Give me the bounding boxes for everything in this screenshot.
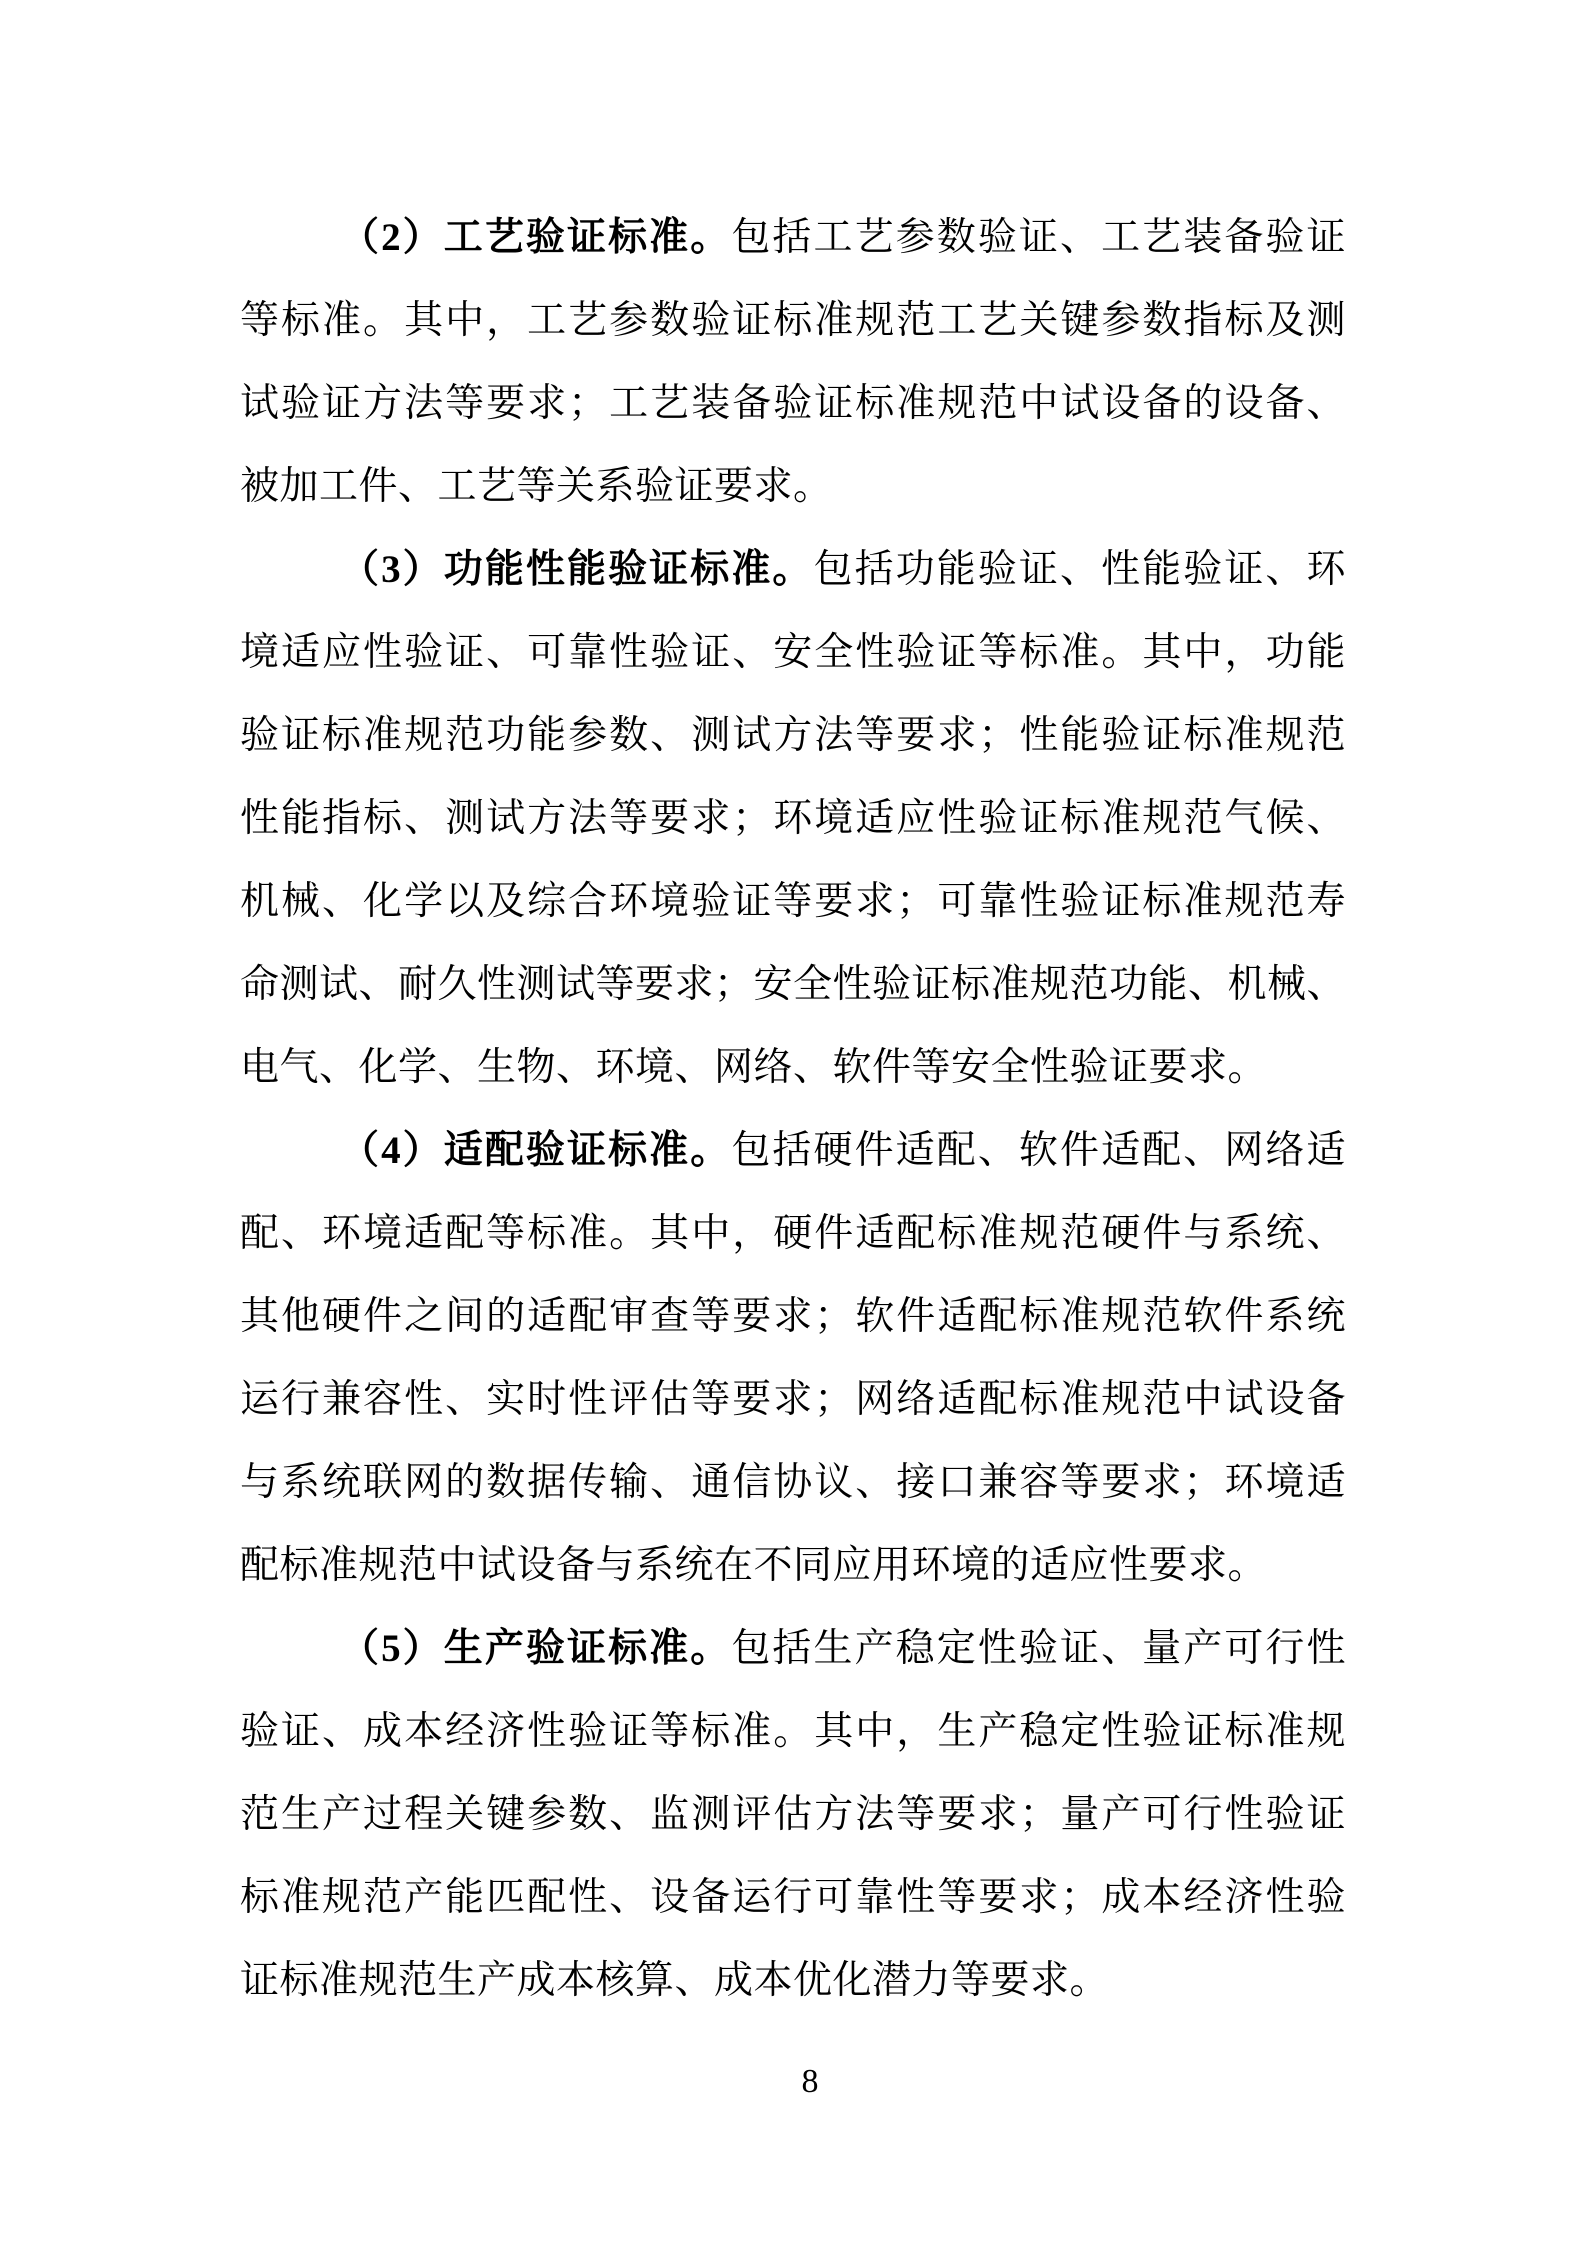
- text-line: [240, 1275, 1346, 1358]
- line-text: 电气、化学、生物、环境、网络、软件等安全性验证要求。: [240, 1046, 1268, 1089]
- text-line: [240, 1939, 1346, 2022]
- line-text: 包括功能验证、性能验证、环: [813, 548, 1346, 591]
- line-text: 运行兼容性、实时性评估等要求；网络适配标准规范中试设备: [240, 1378, 1346, 1421]
- line-text: 包括工艺参数验证、工艺装备验证: [731, 216, 1346, 259]
- text-line: [240, 362, 1346, 445]
- text-line: [240, 445, 1346, 528]
- line-text: 性能指标、测试方法等要求；环境适应性验证标准规范气候、: [240, 797, 1346, 840]
- line-text: 与系统联网的数据传输、通信协议、接口兼容等要求；环境适: [240, 1461, 1346, 1504]
- text-line: [240, 1524, 1346, 1607]
- text-line: [240, 1358, 1346, 1441]
- line-text: 证标准规范生产成本核算、成本优化潜力等要求。: [240, 1959, 1110, 2002]
- text-line: [240, 777, 1346, 860]
- text-line: [240, 279, 1346, 362]
- line-text: 验证标准规范功能参数、测试方法等要求；性能验证标准规范: [240, 714, 1346, 757]
- line-text: 包括硬件适配、软件适配、网络适: [731, 1129, 1346, 1172]
- text-line: [240, 528, 1346, 611]
- text-line: [240, 943, 1346, 1026]
- text-line: [240, 1109, 1346, 1192]
- line-text: 试验证方法等要求；工艺装备验证标准规范中试设备的设备、: [240, 382, 1346, 425]
- document-body: [240, 196, 1346, 2022]
- text-line: [240, 196, 1346, 279]
- paragraph-heading: （3）功能性能验证标准。: [340, 548, 814, 591]
- line-text: 配标准规范中试设备与系统在不同应用环境的适应性要求。: [240, 1544, 1268, 1587]
- line-text: 等标准。其中，工艺参数验证标准规范工艺关键参数指标及测: [240, 299, 1346, 342]
- line-text: 包括生产稳定性验证、量产可行性: [731, 1627, 1346, 1670]
- line-text: 命测试、耐久性测试等要求；安全性验证标准规范功能、机械、: [240, 963, 1347, 1006]
- text-line: [240, 1441, 1346, 1524]
- text-line: [240, 860, 1346, 943]
- line-text: 配、环境适配等标准。其中，硬件适配标准规范硬件与系统、: [240, 1212, 1346, 1255]
- text-line: [240, 694, 1346, 777]
- paragraph-heading: （5）生产验证标准。: [340, 1627, 732, 1670]
- line-text: 范生产过程关键参数、监测评估方法等要求；量产可行性验证: [240, 1793, 1346, 1836]
- line-text: 境适应性验证、可靠性验证、安全性验证等标准。其中，功能: [240, 631, 1346, 674]
- text-line: [240, 611, 1346, 694]
- text-line: [240, 1026, 1346, 1109]
- text-line: [240, 1607, 1346, 1690]
- paragraph-heading: （2）工艺验证标准。: [340, 216, 732, 259]
- text-line: [240, 1192, 1346, 1275]
- line-text: 标准规范产能匹配性、设备运行可靠性等要求；成本经济性验: [240, 1876, 1346, 1919]
- line-text: 其他硬件之间的适配审查等要求；软件适配标准规范软件系统: [240, 1295, 1346, 1338]
- paragraph-heading: （4）适配验证标准。: [340, 1129, 732, 1172]
- line-text: 验证、成本经济性验证等标准。其中，生产稳定性验证标准规: [240, 1710, 1346, 1753]
- line-text: 机械、化学以及综合环境验证等要求；可靠性验证标准规范寿: [240, 880, 1346, 923]
- page-number: 8: [801, 2063, 819, 2100]
- line-text: 被加工件、工艺等关系验证要求。: [240, 465, 833, 508]
- text-line: [240, 1690, 1346, 1773]
- text-line: [240, 1773, 1346, 1856]
- text-line: [240, 1856, 1346, 1939]
